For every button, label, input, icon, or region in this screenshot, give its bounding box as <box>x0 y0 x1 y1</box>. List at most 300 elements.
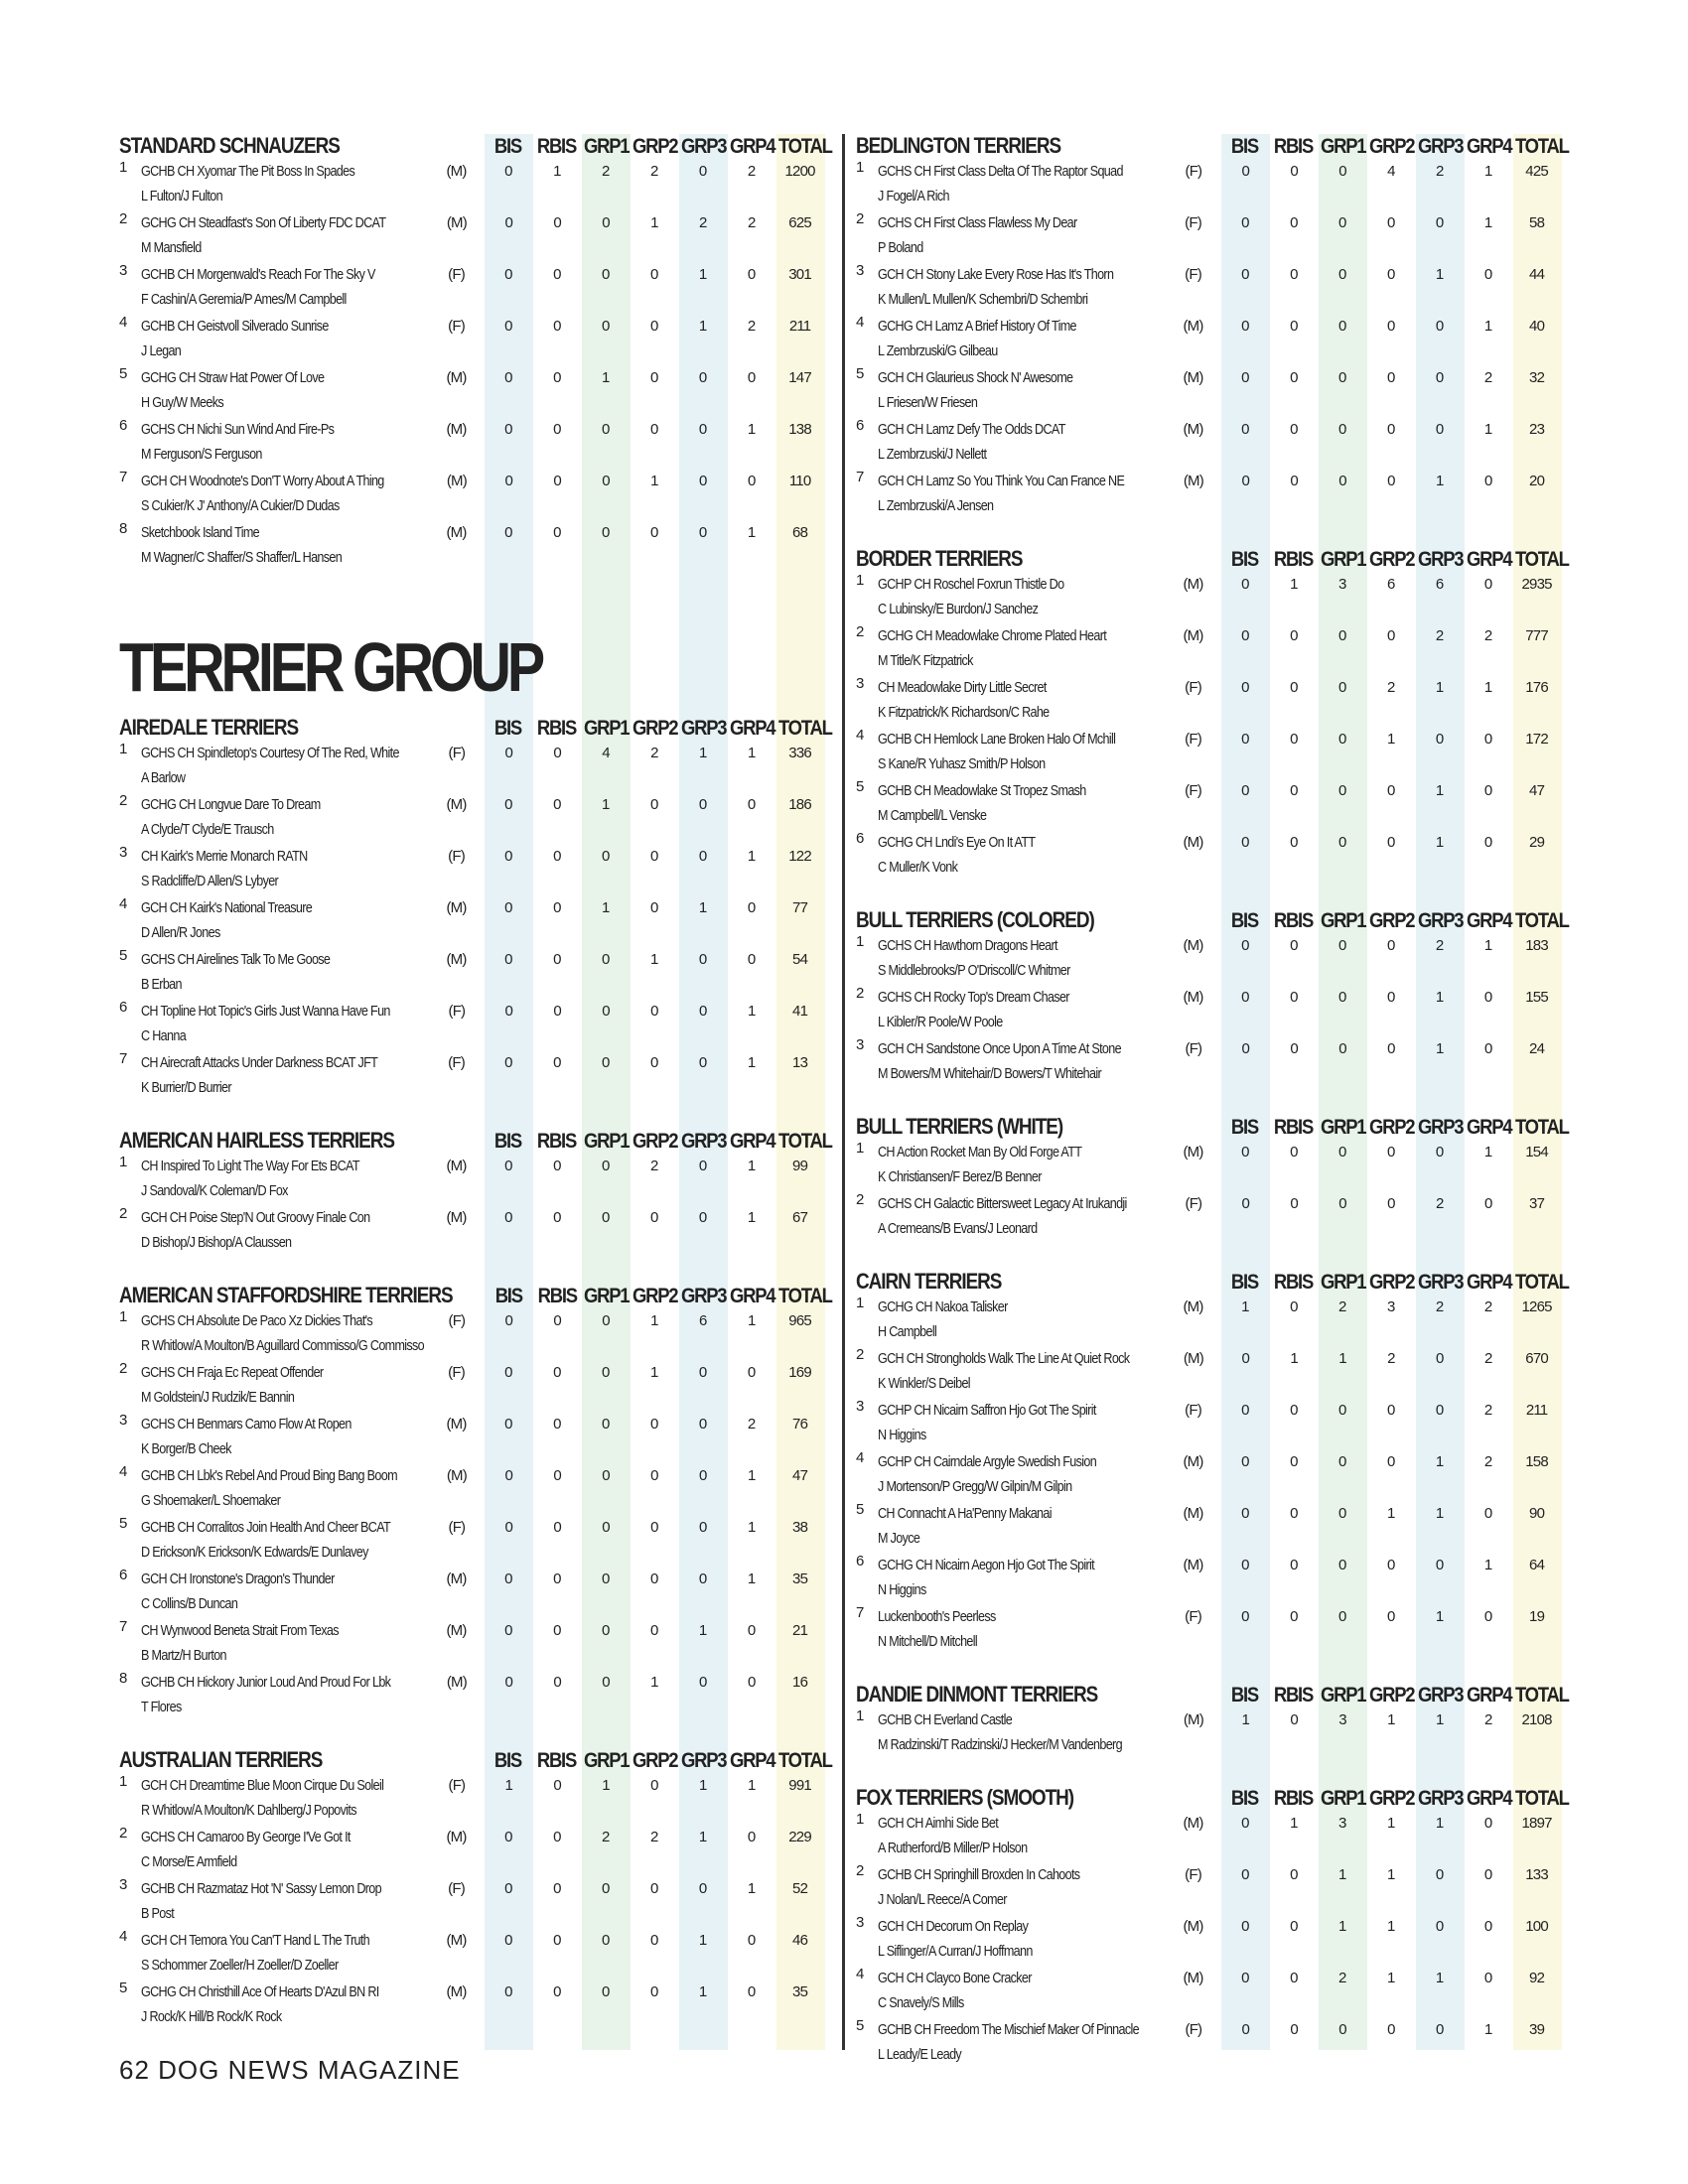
dog-and-owners <box>141 895 429 945</box>
dog-and-owners <box>141 792 429 842</box>
stat-grp4: 2 <box>1483 1453 1492 1470</box>
stat-grp4: 0 <box>1483 1608 1492 1625</box>
stat-total: 155 <box>1525 989 1548 1006</box>
stat-grp2: 1 <box>1386 1866 1395 1883</box>
rank-number: 3 <box>856 262 864 279</box>
dog-name: GCHS CH Fraja Ec Repeat Offender <box>140 1364 324 1381</box>
stat-bis: 0 <box>504 1209 512 1226</box>
dog-name: GCHB CH Everland Castle <box>877 1711 1013 1728</box>
breed-header-row <box>856 129 1569 159</box>
ranking-row <box>119 520 824 572</box>
ranking-row <box>856 159 1561 210</box>
owner-names: K Burrier/D Burrier <box>140 1079 231 1096</box>
stat-grp3: 0 <box>1435 421 1444 438</box>
stat-grp4: 2 <box>747 1416 756 1433</box>
stat-grp1: 1 <box>602 369 610 386</box>
stat-rbis: 0 <box>1290 937 1298 954</box>
sex-indicator: (M) <box>446 1932 467 1949</box>
stat-bis: 0 <box>1241 369 1249 386</box>
stat-grp3: 1 <box>698 1932 707 1949</box>
dog-name: GCH CH Ironstone's Dragon's Thunder <box>140 1570 335 1587</box>
rank-number: 2 <box>856 1346 864 1363</box>
sex-indicator: (M) <box>446 214 467 231</box>
ranking-row <box>119 1154 824 1205</box>
stat-grp2: 3 <box>1386 1298 1395 1315</box>
stat-grp2: 1 <box>649 951 658 968</box>
dog-name: GCHG CH Lamz A Brief History Of Time <box>877 318 1076 335</box>
sex-indicator: (F) <box>448 1364 465 1381</box>
stat-grp2: 0 <box>650 1519 658 1536</box>
stat-bis: 0 <box>1241 2021 1250 2038</box>
ranking-row <box>856 1036 1561 1088</box>
breed-section-airedale-terriers <box>119 711 832 1102</box>
rank-number: 2 <box>119 1825 127 1842</box>
owner-names: N Higgins <box>877 1581 926 1598</box>
stat-grp4: 1 <box>1483 1557 1492 1573</box>
stat-grp3: 1 <box>698 1622 707 1639</box>
owner-names: K Fitzpatrick/K Richardson/C Rahe <box>877 704 1050 721</box>
column-header-total: TOTAL <box>1514 548 1569 571</box>
dog-name: GCHB CH Meadowlake St Tropez Smash <box>877 782 1086 799</box>
dog-name: GCHS CH Rocky Top's Dream Chaser <box>877 989 1069 1006</box>
ranking-row <box>856 1862 1561 1914</box>
stat-total: 40 <box>1529 318 1545 335</box>
ranking-row <box>119 1670 824 1721</box>
stat-total: 92 <box>1529 1970 1545 1986</box>
dog-and-owners <box>878 1036 1166 1086</box>
rank-number: 3 <box>119 262 127 279</box>
stat-grp4: 1 <box>1483 2021 1492 2038</box>
sex-indicator: (M) <box>1183 1298 1203 1315</box>
sex-indicator: (M) <box>446 369 467 386</box>
breed-name: BULL TERRIERS (COLORED) <box>856 907 1094 932</box>
stat-bis: 0 <box>504 1570 512 1587</box>
breed-section-bedlington-terriers <box>856 129 1569 520</box>
stat-bis: 0 <box>1241 1144 1249 1160</box>
stat-total: 176 <box>1525 679 1548 696</box>
sex-indicator: (M) <box>1183 1453 1203 1470</box>
stat-grp1: 0 <box>1338 214 1346 231</box>
dog-name: GCHS CH Camaroo By George I'Ve Got It <box>140 1829 351 1845</box>
ranking-row <box>856 1604 1561 1656</box>
dog-name: Sketchbook Island Time <box>140 524 259 541</box>
stat-grp1: 0 <box>602 266 610 283</box>
owner-names: K Winkler/S Deibel <box>877 1375 970 1392</box>
stat-grp2: 0 <box>1387 1040 1395 1057</box>
stat-rbis: 0 <box>553 1932 561 1949</box>
dog-and-owners <box>141 1205 429 1255</box>
dog-and-owners <box>878 830 1166 880</box>
stat-rbis: 0 <box>1290 1970 1298 1986</box>
owner-names: P Boland <box>877 239 923 256</box>
stat-rbis: 1 <box>553 163 561 180</box>
owner-names: A Clyde/T Clyde/E Trausch <box>140 821 274 838</box>
column-header-grp3: GRP3 <box>1417 1116 1464 1139</box>
rank-number: 3 <box>119 844 127 861</box>
column-header-total: TOTAL <box>777 1130 832 1153</box>
stat-total: 172 <box>1525 731 1548 748</box>
stat-grp1: 2 <box>1338 1970 1346 1986</box>
stat-rbis: 1 <box>1290 576 1298 593</box>
stat-grp3: 1 <box>698 1829 707 1845</box>
sex-indicator: (M) <box>1183 1970 1203 1986</box>
owner-names: M Wagner/C Shaffer/S Shaffer/L Hansen <box>140 549 343 566</box>
column-header-grp3: GRP3 <box>680 1130 727 1153</box>
ranking-row <box>119 844 824 895</box>
rank-number: 4 <box>856 727 864 744</box>
stat-rbis: 0 <box>1290 1608 1298 1625</box>
page-footer: 62 DOG NEWS MAGAZINE <box>119 2055 461 2085</box>
stat-grp4: 0 <box>747 1622 756 1639</box>
sex-indicator: (F) <box>1185 266 1201 283</box>
ranking-row <box>856 1914 1561 1966</box>
column-header-rbis: RBIS <box>1273 909 1314 932</box>
stat-grp3: 0 <box>1435 369 1444 386</box>
stat-grp1: 0 <box>602 1519 610 1536</box>
column-header-rbis: RBIS <box>536 1749 577 1772</box>
stat-grp2: 1 <box>1386 1918 1395 1935</box>
stat-grp2: 0 <box>650 1777 658 1794</box>
sex-indicator: (F) <box>1185 2021 1202 2038</box>
stat-grp4: 1 <box>747 745 756 761</box>
stat-grp4: 1 <box>1483 318 1492 335</box>
sex-indicator: (F) <box>448 1054 465 1071</box>
stat-grp3: 1 <box>1435 1815 1444 1832</box>
sex-indicator: (M) <box>1183 1711 1203 1728</box>
stat-grp4: 0 <box>1483 834 1492 851</box>
dog-and-owners <box>878 1707 1166 1757</box>
owner-names: M Ferguson/S Ferguson <box>140 446 262 463</box>
stat-grp1: 0 <box>602 848 610 865</box>
breed-header-row <box>856 1265 1569 1295</box>
breed-section-standard-schnauzers <box>119 129 832 572</box>
column-header-grp4: GRP4 <box>729 717 775 740</box>
stat-total: 110 <box>788 473 811 489</box>
stat-grp4: 0 <box>747 899 756 916</box>
stat-grp3: 2 <box>699 214 707 231</box>
column-header-grp2: GRP2 <box>1368 1116 1415 1139</box>
sex-indicator: (M) <box>1183 473 1203 489</box>
stat-bis: 0 <box>1241 731 1249 748</box>
dog-and-owners <box>878 365 1166 415</box>
ranking-row <box>119 1773 824 1825</box>
column-header-total: TOTAL <box>777 717 832 740</box>
stat-total: 68 <box>792 524 808 541</box>
stat-rbis: 0 <box>553 1364 561 1381</box>
ranking-row <box>119 417 824 469</box>
owner-names: M Radzinski/T Radzinski/J Hecker/M Vandenberg <box>877 1736 1122 1753</box>
stat-grp3: 1 <box>1435 834 1444 851</box>
dog-name: GCH CH Woodnote's Don'T Worry About A Thing <box>140 473 384 489</box>
column-header-grp3: GRP3 <box>1417 135 1464 158</box>
stat-rbis: 0 <box>1290 421 1298 438</box>
stat-bis: 0 <box>504 1932 512 1949</box>
stat-total: 44 <box>1529 266 1545 283</box>
sex-indicator: (F) <box>448 1312 466 1329</box>
right-column <box>856 129 1569 2091</box>
ranking-row <box>856 314 1561 365</box>
dog-name: GCHB CH Razmataz Hot 'N' Sassy Lemon Drop <box>140 1880 381 1897</box>
stat-rbis: 0 <box>1290 473 1298 489</box>
owner-names: H Guy/W Meeks <box>140 394 223 411</box>
stat-grp4: 0 <box>1483 782 1492 799</box>
stat-total: 99 <box>792 1158 808 1174</box>
owner-names: H Campbell <box>877 1323 937 1340</box>
dog-and-owners <box>878 675 1166 725</box>
sex-indicator: (M) <box>446 473 467 489</box>
column-header-grp4: GRP4 <box>1466 135 1512 158</box>
rank-number: 4 <box>119 1928 127 1945</box>
ranking-row <box>119 1618 824 1670</box>
stat-grp2: 2 <box>649 1158 658 1174</box>
column-header-rbis: RBIS <box>536 717 577 740</box>
column-header-grp4: GRP4 <box>1466 548 1512 571</box>
stat-rbis: 0 <box>1290 679 1298 696</box>
stat-grp3: 0 <box>698 1364 707 1381</box>
stat-grp3: 1 <box>1436 473 1444 489</box>
stat-grp4: 2 <box>747 214 756 231</box>
stat-grp1: 0 <box>1338 163 1346 180</box>
breed-header-row <box>856 903 1569 933</box>
breed-name: FOX TERRIERS (SMOOTH) <box>856 1785 1074 1810</box>
stat-total: 35 <box>792 1570 808 1587</box>
rank-number: 3 <box>119 1876 127 1893</box>
breed-section-bull-terriers-colored <box>856 903 1569 1088</box>
ranking-row <box>119 1515 824 1567</box>
rank-number: 5 <box>119 365 127 382</box>
stat-grp1: 2 <box>1338 1298 1346 1315</box>
ranking-row <box>119 1825 824 1876</box>
stat-grp3: 1 <box>698 318 707 335</box>
stat-grp4: 0 <box>747 796 756 813</box>
stat-grp1: 0 <box>602 1622 610 1639</box>
stat-grp1: 0 <box>1338 1505 1346 1522</box>
sex-indicator: (F) <box>1185 1195 1202 1212</box>
stat-grp3: 0 <box>698 848 707 865</box>
stat-rbis: 0 <box>553 1880 561 1897</box>
stat-rbis: 0 <box>1290 1866 1298 1883</box>
breed-section-dandie-dinmont-terriers <box>856 1678 1569 1759</box>
stat-rbis: 0 <box>1290 1402 1298 1419</box>
rank-number: 1 <box>119 1308 127 1325</box>
stat-grp2: 0 <box>649 318 658 335</box>
stat-bis: 0 <box>504 1674 513 1691</box>
owner-names: B Erban <box>140 976 182 993</box>
stat-grp2: 1 <box>650 473 658 489</box>
sex-indicator: (M) <box>446 1158 467 1174</box>
breed-section-cairn-terriers <box>856 1265 1569 1656</box>
rank-number: 5 <box>119 1515 127 1532</box>
dog-name: GCHG CH Meadowlake Chrome Plated Heart <box>877 627 1107 644</box>
stat-rbis: 0 <box>1290 2021 1298 2038</box>
ranking-row <box>119 1567 824 1618</box>
stat-grp4: 2 <box>1483 1402 1492 1419</box>
owner-names: L Kibler/R Poole/W Poole <box>877 1014 1003 1030</box>
stat-bis: 0 <box>504 745 513 761</box>
stat-total: 52 <box>792 1880 808 1897</box>
stat-total: 301 <box>788 266 811 283</box>
stat-bis: 0 <box>1241 1608 1249 1625</box>
sex-indicator: (F) <box>448 745 466 761</box>
stat-grp3: 1 <box>1435 1505 1444 1522</box>
stat-grp2: 0 <box>649 266 658 283</box>
stat-grp3: 0 <box>698 1416 707 1433</box>
column-header-total: TOTAL <box>1514 135 1569 158</box>
owner-names: S Radcliffe/D Allen/S Lybyer <box>140 873 279 889</box>
owner-names: A Barlow <box>140 769 186 786</box>
stat-grp2: 0 <box>1386 214 1395 231</box>
stat-rbis: 0 <box>1290 369 1298 386</box>
column-header-grp4: GRP4 <box>729 1130 775 1153</box>
stat-grp1: 0 <box>602 1312 610 1329</box>
stat-grp2: 1 <box>1386 1815 1395 1832</box>
stat-grp1: 0 <box>602 1467 610 1484</box>
column-divider <box>842 134 845 2050</box>
rank-number: 5 <box>119 1979 127 1996</box>
stat-grp4: 0 <box>747 1674 756 1691</box>
stat-total: 58 <box>1529 214 1545 231</box>
ranking-row <box>119 469 824 520</box>
breed-name: CAIRN TERRIERS <box>856 1269 1002 1294</box>
stat-grp3: 1 <box>1435 1608 1444 1625</box>
owner-names: F Cashin/A Geremia/P Ames/M Campbell <box>140 291 347 308</box>
stat-total: 32 <box>1529 369 1545 386</box>
stat-rbis: 0 <box>1290 1040 1298 1057</box>
stat-rbis: 0 <box>553 369 561 386</box>
stat-bis: 0 <box>1241 1453 1249 1470</box>
stat-bis: 0 <box>1241 834 1249 851</box>
dog-and-owners <box>141 159 429 208</box>
stat-grp4: 2 <box>1483 369 1492 386</box>
stat-rbis: 0 <box>553 796 561 813</box>
stat-grp3: 1 <box>1436 1040 1444 1057</box>
stat-grp3: 1 <box>699 1777 707 1794</box>
stat-grp1: 0 <box>1338 1453 1346 1470</box>
breed-header-row <box>119 711 832 741</box>
column-header-grp4: GRP4 <box>1466 1787 1512 1810</box>
stat-bis: 0 <box>1241 989 1249 1006</box>
sex-indicator: (M) <box>446 899 467 916</box>
breed-section-fox-terriers-smooth <box>856 1781 1569 2069</box>
rank-number: 3 <box>856 1398 864 1415</box>
stat-grp1: 0 <box>602 1880 610 1897</box>
stat-grp1: 0 <box>602 214 610 231</box>
owner-names: K Christiansen/F Berez/B Benner <box>877 1168 1042 1185</box>
sex-indicator: (F) <box>448 1880 465 1897</box>
stat-bis: 0 <box>1241 1970 1249 1986</box>
stat-grp3: 0 <box>698 1209 707 1226</box>
stat-grp1: 0 <box>602 318 610 335</box>
ranking-row <box>119 1463 824 1515</box>
owner-names: D Erickson/K Erickson/K Edwards/E Dunlavey <box>140 1544 368 1561</box>
stat-rbis: 0 <box>553 745 561 761</box>
dog-and-owners <box>878 1140 1166 1189</box>
stat-grp2: 1 <box>650 214 658 231</box>
rank-number: 1 <box>119 741 127 757</box>
stat-bis: 1 <box>1241 1711 1250 1728</box>
column-header-grp1: GRP1 <box>1320 909 1366 932</box>
stat-bis: 0 <box>504 899 512 916</box>
stat-grp3: 0 <box>1435 731 1444 748</box>
sex-indicator: (M) <box>1183 421 1203 438</box>
stat-grp3: 0 <box>698 524 707 541</box>
column-header-rbis: RBIS <box>1273 1787 1314 1810</box>
stat-grp1: 0 <box>1338 421 1346 438</box>
stat-bis: 0 <box>504 369 512 386</box>
stat-rbis: 0 <box>1290 1453 1298 1470</box>
stat-grp3: 0 <box>699 473 707 489</box>
breed-name: AIREDALE TERRIERS <box>119 715 299 740</box>
sex-indicator: (F) <box>448 266 465 283</box>
sex-indicator: (M) <box>446 421 467 438</box>
stat-grp4: 1 <box>1483 163 1492 180</box>
column-header-grp2: GRP2 <box>632 1130 678 1153</box>
column-header-rbis: RBIS <box>1273 1116 1314 1139</box>
dog-name: GCH CH Poise Step'N Out Groovy Finale Con <box>140 1209 370 1226</box>
stat-grp1: 0 <box>602 524 610 541</box>
stat-total: 54 <box>792 951 808 968</box>
stat-grp1: 0 <box>1338 1040 1346 1057</box>
stat-grp2: 0 <box>1386 782 1395 799</box>
ranking-row <box>119 1979 824 2031</box>
stat-bis: 0 <box>1241 1350 1250 1367</box>
ranking-row <box>856 1398 1561 1449</box>
owner-names: N Mitchell/D Mitchell <box>877 1633 977 1650</box>
stat-grp1: 0 <box>602 1364 610 1381</box>
stat-grp4: 0 <box>1483 1195 1492 1212</box>
stat-grp2: 0 <box>649 1054 658 1071</box>
stat-grp2: 1 <box>1387 1711 1395 1728</box>
rank-number: 3 <box>856 1914 864 1931</box>
dog-and-owners <box>878 469 1166 518</box>
stat-grp1: 0 <box>1338 782 1346 799</box>
stat-grp3: 2 <box>1436 163 1444 180</box>
stat-total: 425 <box>1525 163 1548 180</box>
dog-and-owners <box>141 844 429 893</box>
sex-indicator: (M) <box>1183 369 1203 386</box>
column-header-bis: BIS <box>494 135 522 158</box>
stat-grp1: 0 <box>1338 1557 1346 1573</box>
dog-name: GCHG CH Longvue Dare To Dream <box>140 796 321 813</box>
sex-indicator: (F) <box>1185 1402 1201 1419</box>
stat-grp1: 0 <box>1338 1195 1346 1212</box>
stat-total: 16 <box>792 1674 808 1691</box>
column-header-grp1: GRP1 <box>583 135 630 158</box>
stat-grp3: 6 <box>1435 576 1444 593</box>
dog-name: CH Meadowlake Dirty Little Secret <box>877 679 1047 696</box>
owner-names: J Sandoval/K Coleman/D Fox <box>140 1182 288 1199</box>
dog-and-owners <box>878 262 1166 312</box>
dog-name: GCHS CH Airelines Talk To Me Goose <box>140 951 331 968</box>
ranking-row <box>119 365 824 417</box>
column-header-total: TOTAL <box>777 1285 832 1307</box>
ranking-row <box>856 1553 1561 1604</box>
dog-and-owners <box>878 623 1166 673</box>
ranking-row <box>856 2017 1561 2069</box>
stat-grp3: 0 <box>699 1003 707 1020</box>
stat-grp3: 1 <box>699 745 707 761</box>
stat-total: 122 <box>788 848 811 865</box>
stat-total: 625 <box>788 214 811 231</box>
column-header-grp4: GRP4 <box>1466 1271 1512 1294</box>
sex-indicator: (M) <box>1183 1505 1203 1522</box>
ranking-row <box>856 1966 1561 2017</box>
dog-and-owners <box>878 314 1166 363</box>
owner-names: L Siflinger/A Curran/J Hoffmann <box>877 1943 1033 1960</box>
stat-rbis: 0 <box>553 1158 561 1174</box>
stat-total: 169 <box>788 1364 811 1381</box>
dog-name: GCHB CH Hickory Junior Loud And Proud For Lbk <box>140 1674 391 1691</box>
